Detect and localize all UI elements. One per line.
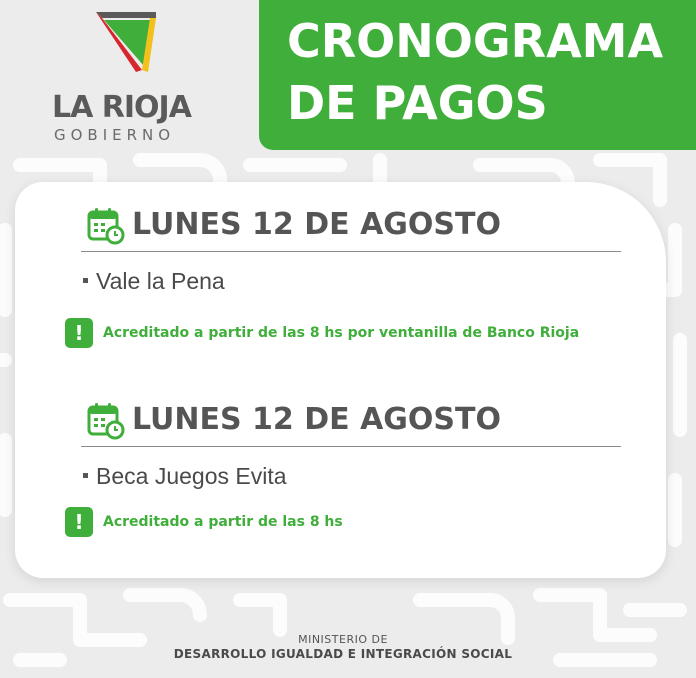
payment-program: [83, 268, 225, 295]
logo-name: LA RIOJA: [52, 90, 191, 125]
ministry-name: DESARROLLO IGUALDAD E INTEGRACIÓN SOCIAL: [173, 647, 513, 661]
logo-subtitle: GOBIERNO: [54, 126, 176, 144]
bullet-icon: [83, 278, 88, 283]
la-rioja-logo: [48, 10, 218, 144]
payment-date: LUNES 12 DE AGOSTO: [132, 207, 502, 242]
payment-note-text: Acreditado a partir de las 8 hs: [103, 514, 343, 530]
bullet-icon: [83, 473, 88, 478]
payment-program-label: Vale la Pena: [96, 268, 225, 294]
calendar-clock-icon: [87, 207, 125, 245]
ministry-label: MINISTERIO DE: [298, 633, 388, 646]
calendar-clock-icon: [87, 402, 125, 440]
title-banner: [259, 0, 696, 150]
ministry-footer: [0, 633, 696, 662]
divider: [81, 251, 621, 252]
payment-schedule-card: [15, 182, 666, 578]
payment-program-label: Beca Juegos Evita: [96, 463, 287, 489]
divider: [81, 446, 621, 447]
exclamation-icon: !: [65, 318, 93, 348]
la-rioja-emblem-icon: [94, 10, 158, 76]
payment-note-text: Acreditado a partir de las 8 hs por ventanilla de Banco Rioja: [103, 325, 580, 341]
exclamation-icon: !: [65, 507, 93, 537]
banner-title-line-1: CRONOGRAMA: [287, 14, 664, 68]
banner-title-line-2: DE PAGOS: [287, 76, 548, 130]
payment-program: [83, 463, 287, 490]
payment-date: LUNES 12 DE AGOSTO: [132, 402, 502, 437]
